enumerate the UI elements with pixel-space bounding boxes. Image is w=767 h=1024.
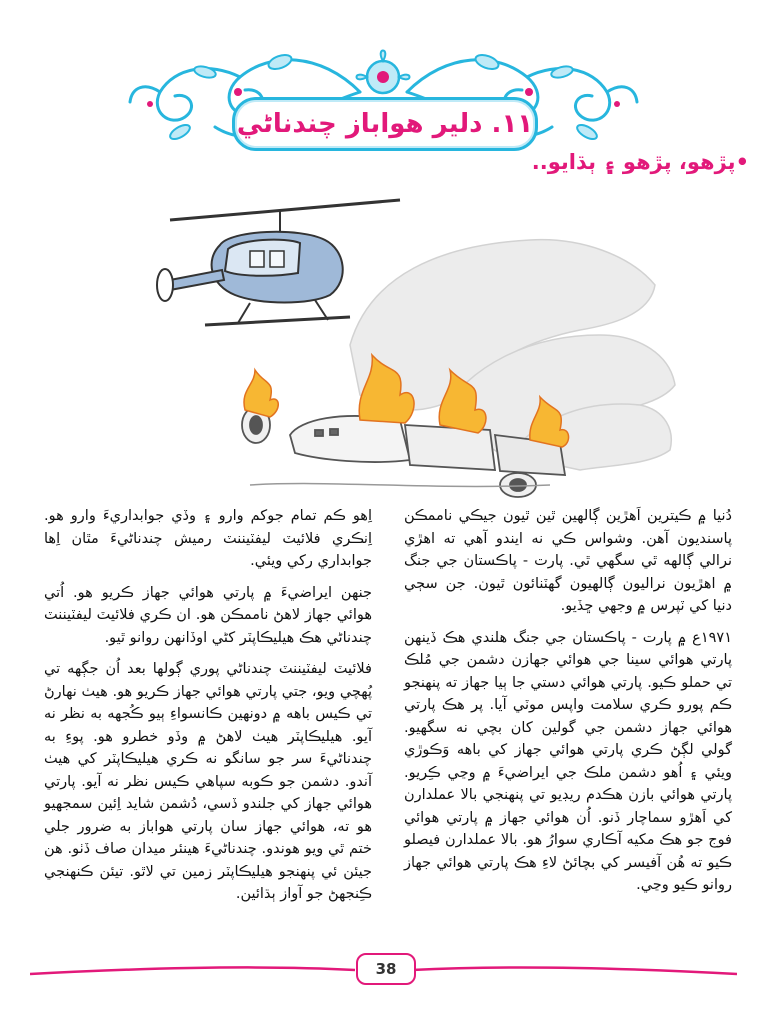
text-column-right: [404, 505, 732, 906]
helicopter-crash-illustration: [110, 185, 680, 505]
paragraph: جنهن ايراضيءَ ۾ پارتي هوائي جهاز ڪريو هو. اُتي هوائي جهاز لاهڻ ناممڪن هو. ان ڪري فلائيٽ ليفٽيننٽ چندناڻي هڪ هيليڪاپٽر کڻي اوڏانهن روانو ٿيو.: [44, 584, 372, 646]
paragraph: اِهو ڪم تمام جوکم وارو ۽ وڏي جوابداريءَ وارو هو. اِنڪري فلائيٽ ليفٽيننٽ رميش چندناڻيءَ مٿان اِها جوابداري رکي ويئي.: [44, 508, 372, 569]
paragraph: ١٩٧١ع ۾ پارت - پاڪستان جي جنگ هلندي هڪ ڏينهن پارتي هوائي سينا جي هوائي جهازن دشمن جي مُلڪ تي حملو ڪيو. پارتي هوائي دستي جا ٻيا جهاز ته پنهنجو ڪم پورو ڪري سلامت واپس موٽي آيا. پر هڪ پارتي هوائي جهاز دشمن جي گولين کان بچي نه سگهيو. گولي لڳڻ ڪري پارتي هوائي جهاز کي باهه وَڪوڙي ويئي ۽ اُهو دشمن ملڪ جي ايراضيءَ ۾ وڃي ڪِريو. پارتي هوائي بازن هڪدم ريڊيو تي پنهنجي بالا عملدارن کي اَهڙو سماچار ڏنو. اُن هوائي جهاز ۾ پارتي هوائي فوج جو هڪ مکيه آڪاري سوارُ هو. بالا عملدارن فيصلو ڪيو ته هُن آفيسر کي بچائڻ لاءِ هڪ پارتي هوائي جهاز روانو ڪيو وڃي.: [404, 629, 732, 893]
instruction-subtitle: •پڙهو، پڙهو ۽ ٻڌايو..: [531, 150, 749, 174]
paragraph: فلائيٽ ليفٽيننٽ چندناڻي پوري ڳولها بعد اُن جڳهه تي پُهچي ويو، جتي پارتي هوائي جهاز ڪريو هو. هيٺ نهارڻ تي ڪيس باهه ۾ دونهين ڪانسواءِ ٻيو ڪُجهه به نظر نه آيو. هيليڪاپٽر هيٺ لاهڻ ۾ وڏو خطرو هو. پوءِ به چندناڻيءَ سر جو سانگو نه ڪري هيليڪاپٽر کي هيٺ آندو. دشمن جو ڪوبه سپاهي ڪيس نظر نه آيو. پارتي هوائي جهاز کي جلندو ڏسي، دُشمن شايد اِئين سمجهيو هو ته، هوائي جهاز سان پارتي هواباز به ضرور جلي ختم ٿي ويو هوندو. چندناڻيءَ هينئر ميدان صاف ڏٺو. هن جيئن ئي پنهنجو هيليڪاپٽر زمين تي لاٿو. تيئن ڪنهنجي ڪِنجهڻ جو آواز ٻڌائين.: [44, 661, 372, 902]
chapter-title: ١١. دلير هواباز چندناڻي: [236, 109, 534, 139]
text-column-left: [44, 505, 372, 915]
chapter-title-box: [232, 97, 538, 151]
page-number: 38: [356, 953, 416, 985]
helicopter: [157, 200, 400, 325]
paragraph: دُنيا ۾ ڪيترين اَهڙين ڳالهين ٿين ٿيون جيڪي ناممڪن پاسنديون آهن. وشواس ڪي نه ايندو آهي ته اهڙي نرالي ڳالهه ٿي سگهي ٿي. پارت - پاڪستان جي جنگ ۾ اهڙيون نراليون ڳالهيون گهٽنائون ٿيون. جن سڄي دنيا کي ٽپرس ۾ وجهي ڇڏيو.: [404, 508, 732, 614]
